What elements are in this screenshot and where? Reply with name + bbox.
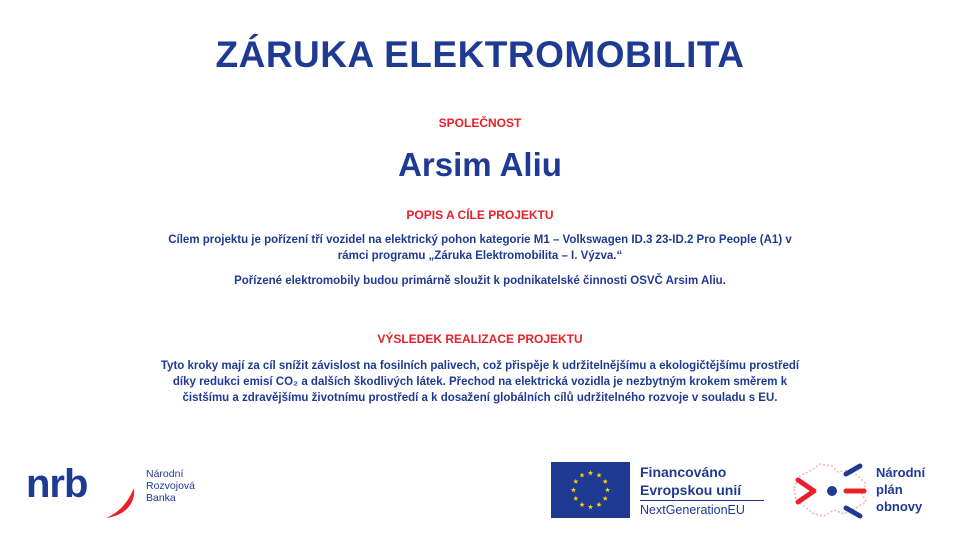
nrb-name-line-3: Banka [146, 492, 176, 504]
eu-star-icon [571, 487, 576, 492]
npo-name [876, 464, 925, 515]
npo-name-line-1: Národní [876, 465, 926, 480]
eu-star-icon [596, 502, 601, 507]
eu-star-icon [605, 487, 610, 492]
eu-star-icon [579, 502, 584, 507]
description-paragraph-2: Pořízené elektromobily budou primárně sloužit k podnikatelské činnosti OSVČ Arsim Aliu. [234, 275, 726, 287]
nrb-logo [26, 458, 226, 528]
npo-name-line-3: obnovy [876, 499, 923, 514]
company-name: Arsim Aliu [398, 146, 562, 183]
eu-funding-text [640, 463, 745, 519]
eu-star-icon [573, 479, 578, 484]
page-title: ZÁRUKA ELEKTROMOBILITA [215, 34, 745, 75]
description-paragraph-1: Cílem projektu je pořízení tří vozidel na elektrický pohon kategorie M1 – Volkswagen ID.3 23-ID.2 Pro People (A1) v rámci programu „Záruka Elektromobilita – I. Výzva.“ [168, 234, 792, 262]
result-text: Tyto kroky mají za cíl snížit závislost na fosilních palivech, což přispěje k udržitelnějšímu a ekologičtějšímu prostředí díky redukci emisí CO₂ a dalších škodlivých látek. Přechod na elektrická vozidla je nezbytným krokem směrem k čistšímu a zdravějšímu životnímu prostředí a k dosažení globálních cílů udržitelného rozvoje v souladu s EU. [160, 360, 800, 404]
description-text [160, 232, 800, 289]
npo-logo [786, 456, 956, 526]
nrb-name [146, 468, 195, 504]
eu-line-1: Financováno [640, 464, 727, 480]
eu-flag-icon [551, 462, 630, 518]
nrb-name-line-1: Národní [146, 468, 184, 480]
eu-star-icon [579, 472, 584, 477]
npo-name-line-2: plán [876, 482, 903, 497]
eu-stars-icon [551, 462, 630, 518]
eu-star-icon [588, 504, 593, 509]
company-label: SPOLEČNOST [438, 116, 522, 130]
nrb-wordmark: nrb [26, 462, 88, 506]
eu-star-icon [603, 479, 608, 484]
eu-divider [640, 500, 764, 501]
nrb-name-line-2: Rozvojová [146, 480, 196, 492]
czech-map-arrows-icon [786, 458, 872, 524]
eu-line-2: Evropskou unií [640, 482, 742, 498]
eu-star-icon [596, 472, 601, 477]
eu-line-3: NextGenerationEU [640, 503, 745, 517]
nrb-swoosh-icon [104, 486, 140, 520]
eu-star-icon [603, 496, 608, 501]
eu-star-icon [588, 470, 593, 475]
eu-star-icon [573, 496, 578, 501]
eu-logo [551, 462, 763, 518]
result-label: VÝSLEDEK REALIZACE PROJEKTU [377, 332, 583, 346]
description-label: POPIS A CÍLE PROJEKTU [406, 208, 554, 222]
